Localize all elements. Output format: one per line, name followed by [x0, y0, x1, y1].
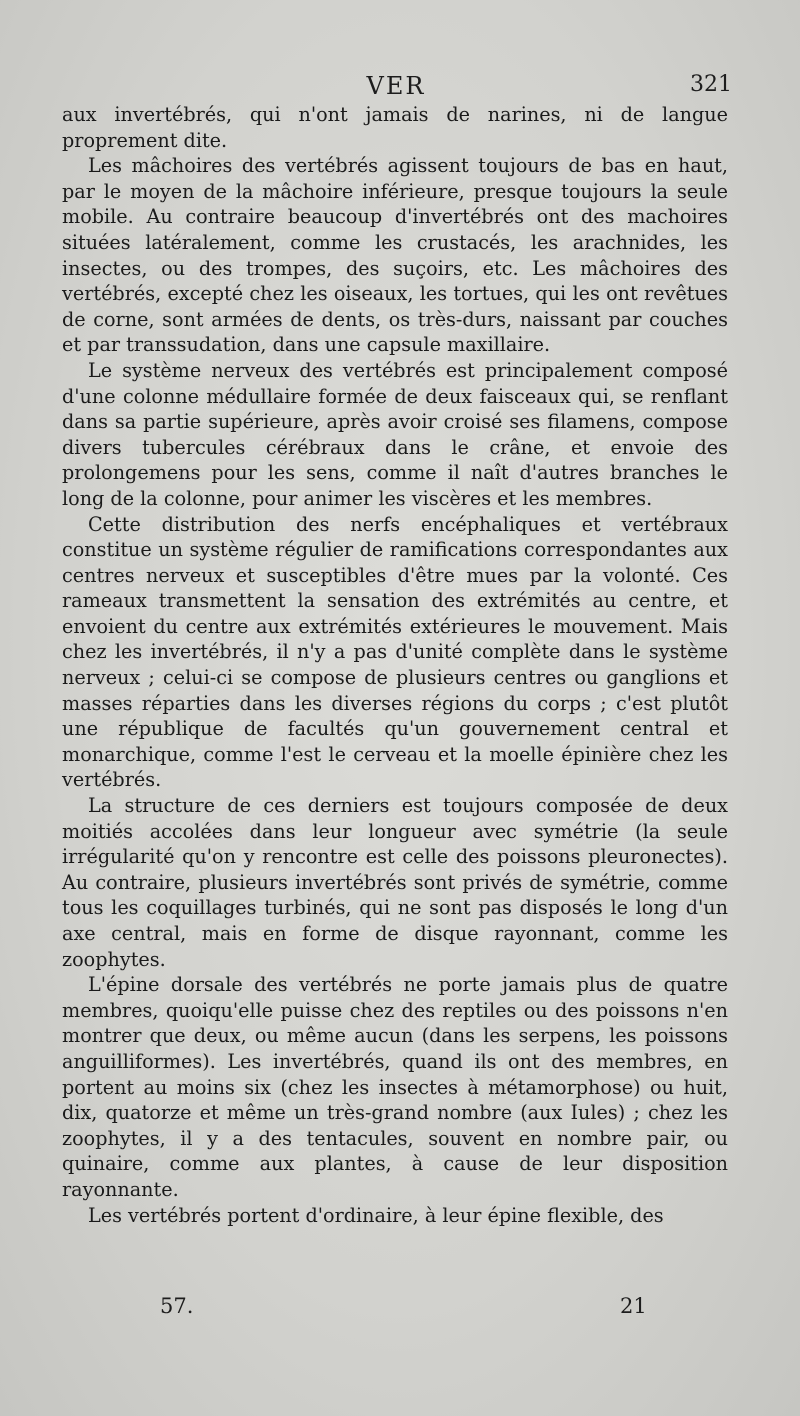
paragraph-systeme-nerveux: Le système nerveux des vertébrés est principalement composé d'une colonne médullaire formée de deux faisceaux qui, se renflant dans sa partie supérieure, après avoir croisé ses filamens, compose divers tubercules cérébraux dans le crâne, et envoie des prolongemens pour les sens, comme il naît d'autres branches le long de la colonne, pour animer les viscères et les membres. [62, 358, 728, 510]
page-footer [60, 1294, 732, 1324]
gathering-number: 21 [620, 1294, 647, 1318]
paragraph-machoires: Les mâchoires des vertébrés agissent toujours de bas en haut, par le moyen de la mâchoire inférieure, presque toujours la seule mobile. Au contraire beaucoup d'invertébrés ont des machoires situées latéralement, comme les crustacés, les arachnides, les insectes, ou des trompes, des suçoirs, etc. Les mâchoires des vertébrés, excepté chez les oiseaux, les tortues, qui les ont revêtues de corne, sont armées de dents, os très-durs, naissant par couches et par transsudation, dans une capsule maxillaire. [62, 154, 728, 357]
paragraph-structure-symetrie: La structure de ces derniers est toujours composée de deux moitiés accolées dans leur longueur avec symétrie (la seule irrégularité qu'on y rencontre est celle des poissons pleuronectes). Au contraire, plusieurs invertébrés sont privés de symétrie, comme tous les coquillages turbinés, qui ne sont pas disposés le long d'un axe central, mais en forme de disque rayonnant, comme les zoophytes. [62, 794, 728, 971]
body-text [62, 102, 728, 1228]
paragraph-distribution-nerfs: Cette distribution des nerfs encéphaliques et vertébraux constitue un système régulier de ramifications correspondantes aux centres nerveux et susceptibles d'être mues par la volonté. Ces rameaux transmettent la sensation des extrémités au centre, et envoient du centre aux extrémités extérieures le mouvement. Mais chez les invertébrés, il n'y a pas d'unité complète dans le système nerveux ; celui-ci se compose de plusieurs centres ou ganglions et masses réparties dans les diverses régions du corps ; c'est plutôt une république de facultés qu'un gouvernement central et monarchique, comme l'est le cerveau et la moelle épinière chez les vertébrés. [62, 512, 728, 792]
paragraph-continuation: aux invertébrés, qui n'ont jamais de narines, ni de langue proprement dite. [62, 103, 728, 152]
page-header [60, 72, 732, 102]
paragraph-final-fragment: Les vertébrés portent d'ordinaire, à leur épine flexible, des [88, 1203, 664, 1227]
signature-mark: 57. [160, 1294, 194, 1318]
paragraph-epine-dorsale: L'épine dorsale des vertébrés ne porte jamais plus de quatre membres, quoiqu'elle puisse chez des reptiles ou des poissons n'en montrer que deux, ou même aucun (dans les serpens, les poissons anguilliformes). Les invertébrés, quand ils ont des membres, en portent au moins six (chez les insectes à métamorphose) ou huit, dix, quatorze et même un très-grand nombre (aux Iules) ; chez les zoophytes, il y a des tentacules, souvent en nombre pair, ou quinaire, comme aux plantes, à cause de leur disposition rayonnante. [62, 973, 728, 1201]
page-number: 321 [690, 72, 732, 97]
running-head: VER [366, 72, 426, 100]
